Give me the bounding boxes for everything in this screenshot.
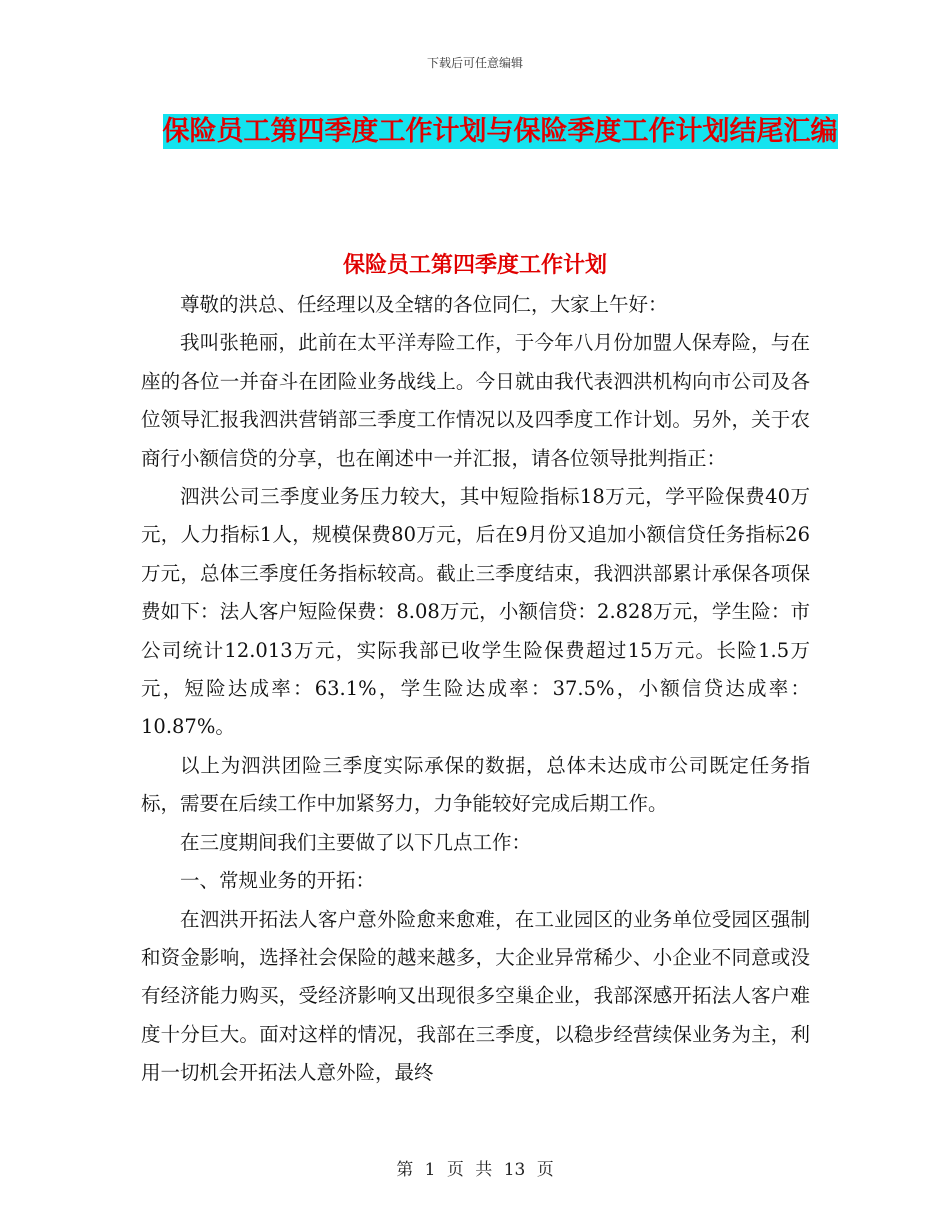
document-body [141, 286, 810, 1093]
paragraph-summary: 以上为泗洪团险三季度实际承保的数据，总体未达成市公司既定任务指标，需要在后续工作中加紧努力，力争能较好完成后期工作。 [141, 753, 810, 816]
header-note: 下载后可任意编辑 [426, 56, 523, 70]
paragraph-introduction: 我叫张艳丽，此前在太平洋寿险工作，于今年八月份加盟人保寿险，与在座的各位一并奋斗在团险业务战线上。今日就由我代表泗洪机构向市公司及各位领导汇报我泗洪营销部三季度工作情况以及四季度工作计划。另外，关于农商行小额信贷的分享，也在阐述中一并汇报，请各位领导批判指正： [141, 331, 810, 470]
paragraph-heading-1: 一、常规业务的开拓： [180, 869, 376, 893]
page-number: 第 1 页 共 13 页 [396, 1160, 554, 1180]
document-title-text: 保险员工第四季度工作计划与保险季度工作计划结尾汇编 [162, 116, 838, 147]
document-title [140, 108, 860, 156]
section-title: 保险员工第四季度工作计划 [342, 253, 607, 278]
paragraph-q3-figures: 泗洪公司三季度业务压力较大，其中短险指标18万元，学平险保费40万元，人力指标1人，规模保费80万元，后在9月份又追加小额信贷任务指标26万元，总体三季度任务指标较高。截止三季度结束，我泗洪部累计承保各项保费如下：法人客户短险保费：8.08万元，小额信贷：2.828万元，学生险：市公司统计12.013万元，实际我部已收学生险保费超过15万元。长险1.5万元，短险达成率：63.1%，学生险达成率：37.5%，小额信贷达成率：10.87%。 [141, 485, 810, 739]
paragraph-work-intro: 在三度期间我们主要做了以下几点工作： [180, 830, 532, 854]
paragraph-greeting: 尊敬的洪总、任经理以及全辖的各位同仁，大家上午好： [180, 293, 668, 316]
paragraph-business-expansion: 在泗洪开拓法人客户意外险愈来愈难，在工业园区的业务单位受园区强制和资金影响，选择社会保险的越来越多，大企业异常稀少、小企业不同意或没有经济能力购买，受经济影响又出现很多空巢企业，我部深感开拓法人客户难度十分巨大。面对这样的情况，我部在三季度，以稳步经营续保业务为主，利用一切机会开拓法人意外险，最终 [141, 907, 810, 1085]
